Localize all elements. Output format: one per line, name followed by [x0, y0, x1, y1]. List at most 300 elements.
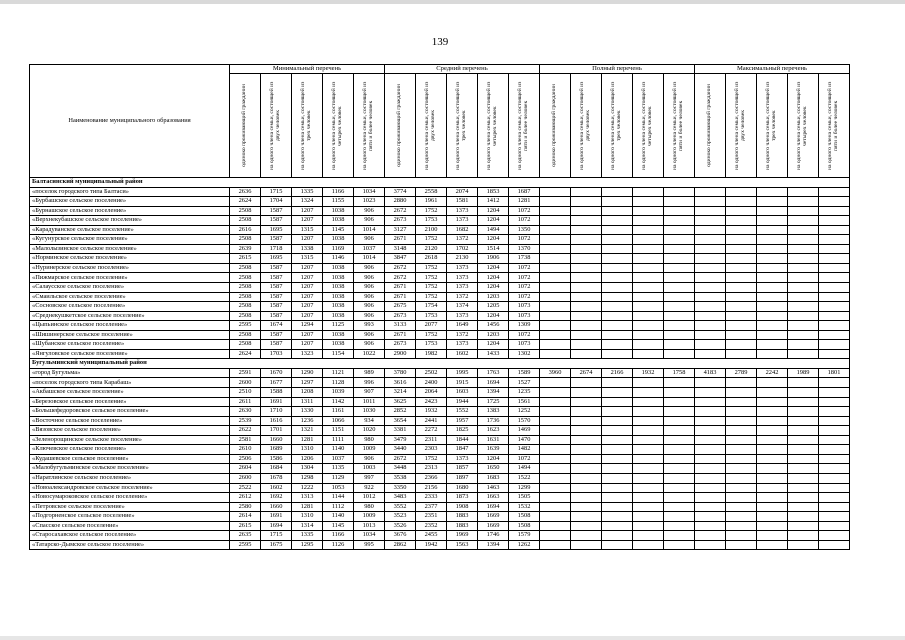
- value-cell: [540, 283, 571, 293]
- value-cell: [788, 273, 819, 283]
- value-cell: [602, 321, 633, 331]
- value-cell: [540, 244, 571, 254]
- table-row: [30, 302, 850, 312]
- value-cell: 2508: [230, 302, 261, 312]
- value-cell: 2377: [416, 502, 447, 512]
- value-cell: [695, 292, 726, 302]
- value-cell: 1038: [323, 216, 354, 226]
- value-cell: 1587: [261, 302, 292, 312]
- value-cell: [726, 292, 757, 302]
- value-cell: [819, 235, 850, 245]
- table-row: [30, 512, 850, 522]
- value-cell: 1204: [478, 454, 509, 464]
- value-cell: [540, 502, 571, 512]
- value-cell: 1373: [447, 311, 478, 321]
- value-cell: [819, 397, 850, 407]
- subcolumn-header: [261, 74, 292, 178]
- value-cell: [602, 273, 633, 283]
- value-cell: 1602: [261, 483, 292, 493]
- subcolumn-header-label: на одного члена семьи, состоящей из двух человек: [579, 81, 591, 170]
- value-cell: [726, 416, 757, 426]
- value-cell: [602, 473, 633, 483]
- subcolumn-header-label: на одного члена семьи, состоящей из четырех человек: [796, 81, 808, 170]
- value-cell: 1494: [478, 225, 509, 235]
- value-cell: [695, 502, 726, 512]
- value-cell: [540, 302, 571, 312]
- value-cell: 3448: [385, 464, 416, 474]
- value-cell: [819, 531, 850, 541]
- value-cell: [540, 512, 571, 522]
- value-cell: [757, 473, 788, 483]
- value-cell: [664, 388, 695, 398]
- value-cell: 2852: [385, 407, 416, 417]
- value-cell: [819, 292, 850, 302]
- value-cell: [571, 349, 602, 359]
- value-cell: [633, 388, 664, 398]
- value-cell: 1145: [323, 521, 354, 531]
- municipality-name: «город Бугульма»: [30, 368, 230, 378]
- value-cell: 3847: [385, 254, 416, 264]
- value-cell: [664, 416, 695, 426]
- value-cell: 1166: [323, 187, 354, 197]
- value-cell: 1746: [478, 531, 509, 541]
- value-cell: 1725: [478, 397, 509, 407]
- value-cell: [633, 454, 664, 464]
- value-cell: [571, 254, 602, 264]
- value-cell: [664, 407, 695, 417]
- value-cell: 1207: [292, 302, 323, 312]
- value-cell: [602, 330, 633, 340]
- value-cell: 1072: [509, 330, 540, 340]
- value-cell: 1587: [261, 330, 292, 340]
- value-cell: 2580: [230, 502, 261, 512]
- value-cell: 3960: [540, 368, 571, 378]
- value-cell: 1669: [478, 521, 509, 531]
- value-cell: [540, 330, 571, 340]
- table-row: [30, 502, 850, 512]
- table-row: [30, 197, 850, 207]
- value-cell: 1373: [447, 283, 478, 293]
- value-cell: [788, 493, 819, 503]
- value-cell: 1235: [509, 388, 540, 398]
- value-cell: [633, 216, 664, 226]
- subcolumn-header: [788, 74, 819, 178]
- value-cell: 2624: [230, 197, 261, 207]
- group-full: Полный перечень: [540, 65, 695, 74]
- value-cell: 1302: [509, 349, 540, 359]
- value-cell: [664, 263, 695, 273]
- value-cell: 1754: [416, 302, 447, 312]
- value-cell: 1126: [323, 540, 354, 550]
- value-cell: 1207: [292, 263, 323, 273]
- value-cell: 1469: [509, 426, 540, 436]
- value-cell: [757, 426, 788, 436]
- value-cell: 1763: [478, 368, 509, 378]
- value-cell: 2166: [602, 368, 633, 378]
- value-cell: [726, 216, 757, 226]
- value-cell: [695, 473, 726, 483]
- value-cell: [664, 321, 695, 331]
- value-cell: 1581: [447, 197, 478, 207]
- value-cell: 1370: [509, 244, 540, 254]
- value-cell: [819, 454, 850, 464]
- value-cell: 1470: [509, 435, 540, 445]
- value-cell: 1587: [261, 273, 292, 283]
- value-cell: 1691: [261, 397, 292, 407]
- value-cell: [819, 187, 850, 197]
- value-cell: [788, 512, 819, 522]
- value-cell: [726, 473, 757, 483]
- value-cell: [633, 311, 664, 321]
- value-cell: 1154: [323, 349, 354, 359]
- value-cell: [819, 483, 850, 493]
- value-cell: [571, 321, 602, 331]
- value-cell: [788, 187, 819, 197]
- value-cell: [757, 512, 788, 522]
- subcolumn-header: [571, 74, 602, 178]
- value-cell: 2074: [447, 187, 478, 197]
- value-cell: 1299: [509, 483, 540, 493]
- value-cell: [788, 292, 819, 302]
- value-cell: [602, 302, 633, 312]
- value-cell: 1694: [478, 378, 509, 388]
- value-cell: 1847: [447, 445, 478, 455]
- value-cell: [788, 244, 819, 254]
- value-cell: 1942: [416, 540, 447, 550]
- value-cell: [571, 445, 602, 455]
- municipality-name: «Смаильское сельское поселение»: [30, 292, 230, 302]
- value-cell: 1034: [354, 531, 385, 541]
- value-cell: 1752: [416, 283, 447, 293]
- value-cell: [540, 493, 571, 503]
- value-cell: 1335: [292, 187, 323, 197]
- table-row: [30, 273, 850, 283]
- value-cell: [695, 407, 726, 417]
- section-title: Балтасинский муниципальный район: [30, 178, 850, 188]
- value-cell: 1038: [323, 340, 354, 350]
- value-cell: 1702: [447, 244, 478, 254]
- municipality-name: «поселок городского типа Карабаш»: [30, 378, 230, 388]
- subcolumn-header-label: на одного члена семьи, состоящей из пяти и более человек: [362, 81, 374, 170]
- value-cell: 3538: [385, 473, 416, 483]
- value-cell: 997: [354, 473, 385, 483]
- value-cell: [695, 445, 726, 455]
- subcolumn-header-label: на одного члена семьи, состоящей из четырех человек: [486, 81, 498, 170]
- value-cell: 1338: [292, 244, 323, 254]
- value-cell: [788, 435, 819, 445]
- value-cell: [571, 340, 602, 350]
- value-cell: 1073: [509, 302, 540, 312]
- value-cell: [602, 244, 633, 254]
- value-cell: 1587: [261, 235, 292, 245]
- value-cell: [664, 378, 695, 388]
- value-cell: 1689: [261, 445, 292, 455]
- value-cell: [633, 540, 664, 550]
- value-cell: 1112: [323, 502, 354, 512]
- value-cell: 1166: [323, 531, 354, 541]
- value-cell: [695, 483, 726, 493]
- value-cell: [726, 397, 757, 407]
- value-cell: [695, 435, 726, 445]
- subcolumn-header: [354, 74, 385, 178]
- value-cell: 1932: [633, 368, 664, 378]
- value-cell: [540, 235, 571, 245]
- value-cell: 1873: [447, 493, 478, 503]
- group-minimal: Минимальный перечень: [230, 65, 385, 74]
- value-cell: 2510: [230, 388, 261, 398]
- value-cell: 1631: [478, 435, 509, 445]
- value-cell: 980: [354, 502, 385, 512]
- value-cell: [788, 254, 819, 264]
- value-cell: 1752: [416, 273, 447, 283]
- value-cell: [726, 302, 757, 312]
- value-cell: 1204: [478, 273, 509, 283]
- value-cell: 1383: [478, 407, 509, 417]
- value-cell: 2674: [571, 368, 602, 378]
- value-cell: [788, 378, 819, 388]
- value-cell: 1072: [509, 263, 540, 273]
- value-cell: [664, 464, 695, 474]
- value-cell: [664, 330, 695, 340]
- value-cell: [540, 321, 571, 331]
- municipality-name: «Верхнекубашское сельское поселение»: [30, 216, 230, 226]
- value-cell: [695, 531, 726, 541]
- value-cell: [757, 216, 788, 226]
- municipality-name: «Татарско-Дымское сельское поселение»: [30, 540, 230, 550]
- value-cell: [726, 311, 757, 321]
- table-row: [30, 263, 850, 273]
- subcolumn-header-label: на одного члена семьи, состоящей из двух человек: [424, 81, 436, 170]
- group-average: Средний перечень: [385, 65, 540, 74]
- value-cell: [602, 388, 633, 398]
- value-cell: [726, 493, 757, 503]
- value-cell: [788, 426, 819, 436]
- municipality-name: «Новосумароковское сельское поселение»: [30, 493, 230, 503]
- value-cell: [571, 302, 602, 312]
- value-cell: 1204: [478, 311, 509, 321]
- value-cell: 1482: [509, 445, 540, 455]
- subcolumn-header-label: на одного члена семьи, состоящей из двух человек: [734, 81, 746, 170]
- value-cell: 1677: [261, 378, 292, 388]
- value-cell: 1144: [323, 493, 354, 503]
- value-cell: 1932: [416, 407, 447, 417]
- value-cell: [695, 426, 726, 436]
- value-cell: [695, 244, 726, 254]
- value-cell: [540, 292, 571, 302]
- value-cell: [819, 349, 850, 359]
- value-cell: 1373: [447, 273, 478, 283]
- value-cell: 2303: [416, 445, 447, 455]
- value-cell: [819, 435, 850, 445]
- value-cell: 906: [354, 292, 385, 302]
- value-cell: 1310: [292, 445, 323, 455]
- value-cell: 1335: [292, 531, 323, 541]
- subcolumn-header-label: на одного члена семьи, состоящей из трех человек: [610, 81, 622, 170]
- value-cell: 2673: [385, 311, 416, 321]
- section-row: [30, 178, 850, 188]
- value-cell: 3148: [385, 244, 416, 254]
- value-cell: 2604: [230, 464, 261, 474]
- value-cell: [571, 216, 602, 226]
- value-cell: 1014: [354, 254, 385, 264]
- value-cell: [819, 330, 850, 340]
- value-cell: 1142: [323, 397, 354, 407]
- value-cell: [633, 292, 664, 302]
- value-cell: 1003: [354, 464, 385, 474]
- value-cell: [571, 473, 602, 483]
- value-cell: 3440: [385, 445, 416, 455]
- value-cell: [757, 502, 788, 512]
- value-cell: [726, 512, 757, 522]
- table-row: [30, 216, 850, 226]
- value-cell: 1290: [292, 368, 323, 378]
- value-cell: 2508: [230, 311, 261, 321]
- value-cell: 1145: [323, 225, 354, 235]
- municipality-name: «Кугунурское сельское поселение»: [30, 235, 230, 245]
- value-cell: [726, 244, 757, 254]
- table-row: [30, 187, 850, 197]
- value-cell: 3654: [385, 416, 416, 426]
- value-cell: [571, 426, 602, 436]
- municipality-name: «Зеленорощинское сельское поселение»: [30, 435, 230, 445]
- value-cell: 1801: [819, 368, 850, 378]
- value-cell: 1649: [447, 321, 478, 331]
- table-row: [30, 244, 850, 254]
- value-cell: 2671: [385, 292, 416, 302]
- value-cell: [788, 397, 819, 407]
- value-cell: [757, 521, 788, 531]
- municipality-name: «поселок городского типа Балтаси»: [30, 187, 230, 197]
- value-cell: [757, 197, 788, 207]
- table-row: [30, 349, 850, 359]
- value-cell: [726, 197, 757, 207]
- value-cell: [633, 407, 664, 417]
- value-cell: [633, 225, 664, 235]
- value-cell: [664, 283, 695, 293]
- value-cell: 1753: [416, 340, 447, 350]
- value-cell: [602, 206, 633, 216]
- value-cell: [571, 464, 602, 474]
- value-cell: 1330: [292, 407, 323, 417]
- value-cell: 1121: [323, 368, 354, 378]
- value-cell: 1038: [323, 273, 354, 283]
- value-cell: [664, 454, 695, 464]
- value-cell: [757, 445, 788, 455]
- value-cell: 2120: [416, 244, 447, 254]
- value-cell: 1853: [478, 187, 509, 197]
- value-cell: 1589: [509, 368, 540, 378]
- value-cell: 1639: [478, 445, 509, 455]
- value-cell: [664, 197, 695, 207]
- value-cell: [664, 493, 695, 503]
- value-cell: [695, 349, 726, 359]
- value-cell: 1660: [261, 435, 292, 445]
- value-cell: 2671: [385, 235, 416, 245]
- value-cell: 2502: [416, 368, 447, 378]
- value-cell: [540, 340, 571, 350]
- value-cell: [540, 349, 571, 359]
- value-cell: [664, 216, 695, 226]
- value-cell: [726, 206, 757, 216]
- value-cell: [602, 502, 633, 512]
- value-cell: 2595: [230, 540, 261, 550]
- value-cell: [726, 483, 757, 493]
- value-cell: 3381: [385, 426, 416, 436]
- value-cell: 1703: [261, 349, 292, 359]
- value-cell: [571, 283, 602, 293]
- value-cell: [633, 378, 664, 388]
- value-cell: [757, 292, 788, 302]
- value-cell: 1394: [478, 388, 509, 398]
- value-cell: [726, 378, 757, 388]
- value-cell: 2130: [447, 254, 478, 264]
- value-cell: [819, 416, 850, 426]
- value-cell: [757, 187, 788, 197]
- value-cell: [664, 426, 695, 436]
- value-cell: 3526: [385, 521, 416, 531]
- value-cell: [571, 206, 602, 216]
- value-cell: [664, 521, 695, 531]
- value-cell: 1695: [261, 254, 292, 264]
- value-cell: [664, 435, 695, 445]
- value-cell: [664, 187, 695, 197]
- value-cell: 2591: [230, 368, 261, 378]
- value-cell: 2639: [230, 244, 261, 254]
- value-cell: 993: [354, 321, 385, 331]
- table-row: [30, 225, 850, 235]
- value-cell: 1298: [292, 473, 323, 483]
- value-cell: 3483: [385, 493, 416, 503]
- value-cell: 2672: [385, 206, 416, 216]
- value-cell: [571, 187, 602, 197]
- value-cell: 2671: [385, 330, 416, 340]
- value-cell: [633, 349, 664, 359]
- value-cell: 1563: [447, 540, 478, 550]
- value-cell: 906: [354, 273, 385, 283]
- value-cell: 1989: [788, 368, 819, 378]
- value-cell: [695, 454, 726, 464]
- value-cell: [571, 407, 602, 417]
- value-cell: 2508: [230, 330, 261, 340]
- value-cell: [819, 473, 850, 483]
- value-cell: 1752: [416, 292, 447, 302]
- value-cell: [664, 349, 695, 359]
- subcolumn-header-label: одиноко проживающий гражданин: [241, 84, 248, 167]
- value-cell: 2595: [230, 321, 261, 331]
- value-cell: [664, 225, 695, 235]
- data-table: [29, 64, 850, 550]
- table-row: [30, 368, 850, 378]
- value-cell: [664, 206, 695, 216]
- value-cell: [788, 445, 819, 455]
- value-cell: [664, 311, 695, 321]
- value-cell: [757, 397, 788, 407]
- value-cell: [788, 283, 819, 293]
- value-cell: [664, 273, 695, 283]
- value-cell: [664, 512, 695, 522]
- value-cell: [602, 531, 633, 541]
- value-cell: 1694: [478, 502, 509, 512]
- value-cell: 906: [354, 216, 385, 226]
- value-cell: 1915: [447, 378, 478, 388]
- municipality-name: «Бурнашское сельское поселение»: [30, 206, 230, 216]
- value-cell: 2423: [416, 397, 447, 407]
- value-cell: 1281: [292, 435, 323, 445]
- value-cell: [757, 493, 788, 503]
- value-cell: 906: [354, 206, 385, 216]
- value-cell: 1304: [292, 464, 323, 474]
- value-cell: [695, 263, 726, 273]
